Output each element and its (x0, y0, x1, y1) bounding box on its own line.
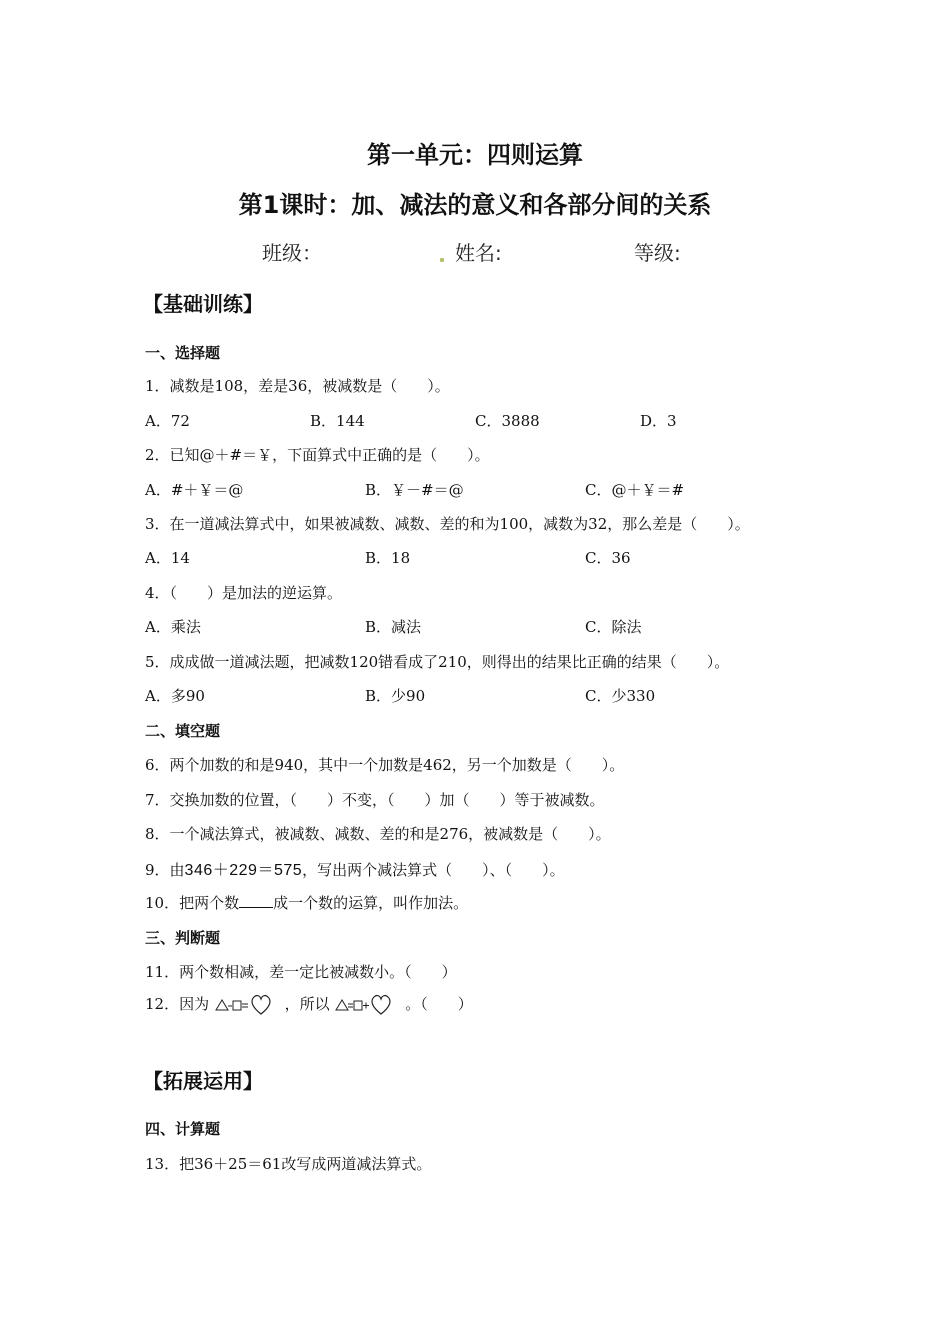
question-12 (145, 992, 473, 1018)
q5-option-b: B．少90 (365, 687, 426, 705)
class-label: 班级： (262, 241, 322, 265)
lesson-title: 第1课时：加、减法的意义和各部分间的关系 (238, 191, 712, 219)
question-7: 7．交换加数的位置，（ ）不变，（ ）加（ ）等于被减数。 (145, 791, 605, 809)
q1-option-b: B．144 (310, 412, 365, 430)
question-3: 3．在一道减法算式中，如果被减数、减数、差的和为100，减数为32，那么差是（ ）。 (145, 515, 750, 533)
q3-option-c: C．36 (585, 549, 631, 567)
subsection-calc: 四、计算题 (145, 1120, 221, 1138)
q2-option-b: B．￥－#＝@ (365, 481, 464, 499)
q1-option-c: C．3888 (475, 412, 540, 430)
question-11: 11．两个数相减，差一定比被减数小。（ ） (145, 963, 457, 981)
triangle-icon (216, 1000, 228, 1010)
q3-option-b: B．18 (365, 549, 411, 567)
question-6: 6．两个加数的和是940，其中一个加数是462，另一个加数是（ ）。 (145, 756, 625, 774)
q10-answer-blank[interactable] (239, 893, 273, 908)
name-label: 姓名: (455, 241, 502, 265)
triangle-equals-square-plus-heart-figure (334, 992, 400, 1018)
q1-option-d: D．3 (640, 412, 677, 430)
q12-suffix: 。（ ） (405, 995, 473, 1013)
question-13: 13．把36＋25＝61改写成两道减法算式。 (145, 1155, 432, 1173)
q1-option-a: A．72 (145, 412, 190, 430)
subsection-judge: 三、判断题 (145, 929, 221, 947)
triangle-icon (336, 1000, 348, 1010)
q12-prefix: 12．因为 (145, 995, 210, 1013)
question-4: 4．（ ）是加法的逆运算。 (145, 584, 343, 602)
subsection-fill: 二、填空题 (145, 722, 221, 740)
separator-dot (440, 258, 444, 262)
q9-equation: 346＋229＝575 (184, 862, 303, 879)
section-extension: 【拓展运用】 (143, 1069, 263, 1093)
q9-prefix: 9．由 (145, 861, 185, 879)
q4-option-a: A．乘法 (145, 618, 201, 636)
q10-suffix: 成一个数的运算，叫作加法。 (273, 894, 469, 912)
q5-option-c: C．少330 (585, 687, 656, 705)
question-9 (145, 857, 565, 880)
square-icon (233, 1001, 241, 1010)
q9-suffix: ，写出两个减法算式（ ）、（ ）。 (302, 861, 565, 879)
q4-option-c: C．除法 (585, 618, 642, 636)
heart-icon (252, 996, 270, 1014)
heart-icon (372, 996, 390, 1014)
question-8: 8．一个减法算式，被减数、减数、差的和是276，被减数是（ ）。 (145, 825, 611, 843)
q5-option-a: A．多90 (145, 687, 205, 705)
q2-option-a: A．#＋￥＝@ (145, 481, 244, 499)
question-2: 2．已知@＋#＝￥，下面算式中正确的是（ ）。 (145, 446, 490, 464)
question-5: 5．成成做一道减法题，把减数120错看成了210，则得出的结果比正确的结果（ ）。 (145, 653, 730, 671)
q3-option-a: A．14 (145, 549, 190, 567)
grade-label: 等级: (634, 241, 681, 265)
triangle-minus-square-equals-heart-figure (214, 992, 280, 1018)
square-icon (354, 1001, 362, 1010)
unit-title: 第一单元：四则运算 (367, 141, 583, 169)
question-1: 1．减数是108，差是36，被减数是（ ）。 (145, 377, 450, 395)
q4-option-b: B．减法 (365, 618, 422, 636)
section-basic-training: 【基础训练】 (143, 292, 263, 316)
q12-middle: ，所以 (284, 995, 330, 1013)
q2-option-c: C．@＋￥＝# (585, 481, 685, 499)
q10-prefix: 10．把两个数 (145, 894, 240, 912)
question-10 (145, 892, 468, 913)
subsection-choice: 一、选择题 (145, 344, 221, 362)
